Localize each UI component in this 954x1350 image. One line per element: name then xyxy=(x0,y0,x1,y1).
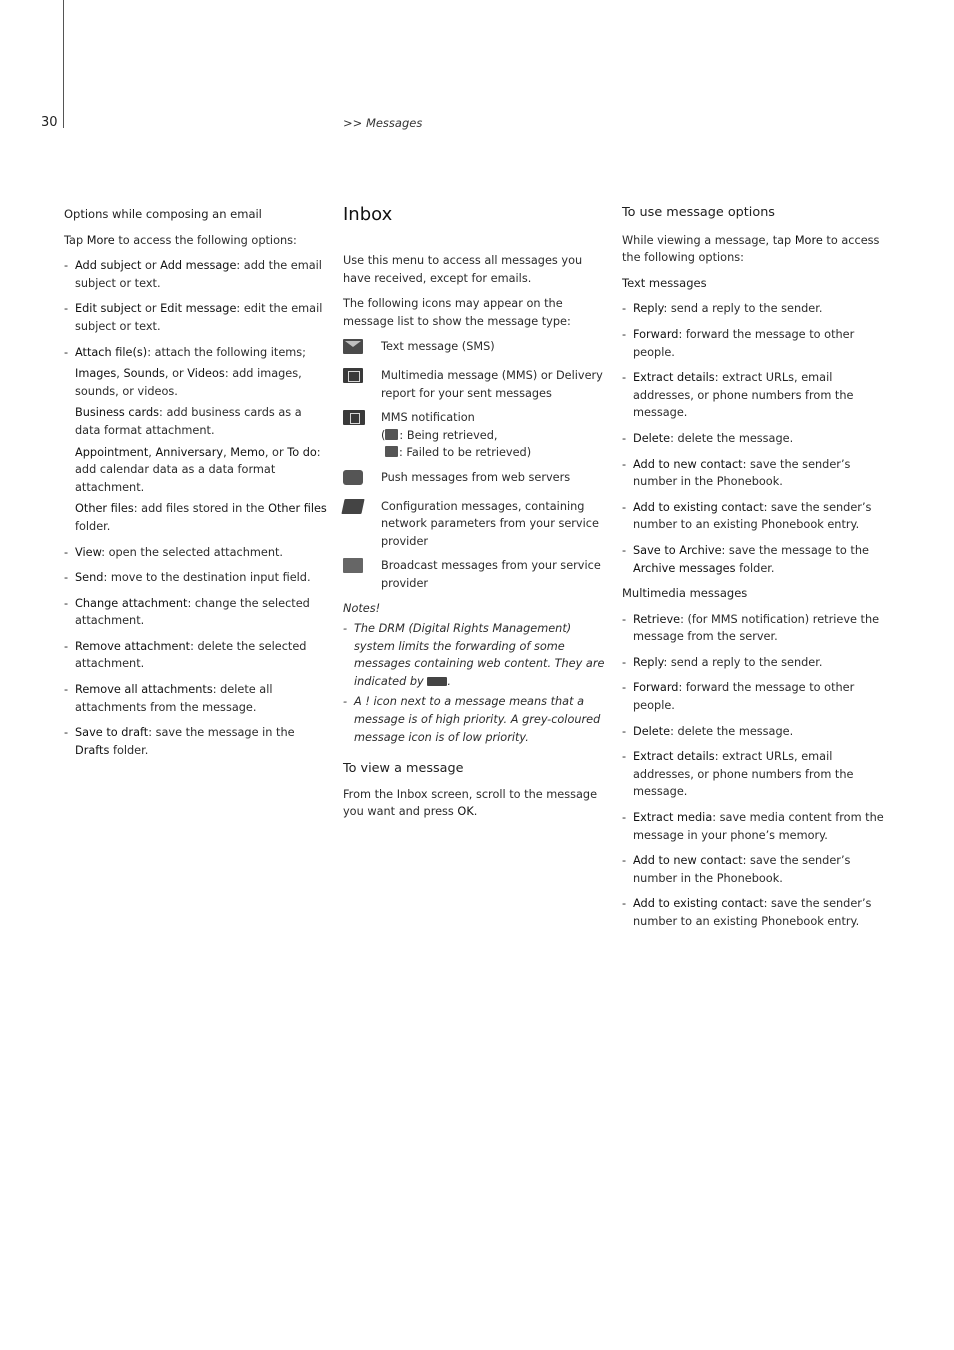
list-item: - Extract details: extract URLs, email addresses, or phone numbers from the message. xyxy=(622,748,892,801)
list-item: - The DRM (Digital Rights Management) system limits the forwarding of some messages containing web content. They are indicated by . xyxy=(343,620,611,690)
list-item: - Add to existing contact: save the sender’s number to an existing Phonebook entry. xyxy=(622,499,892,534)
list-item: - Edit subject or Edit message: edit the email subject or text. xyxy=(64,300,330,335)
attach-sub-item: Appointment, Anniversary, Memo, or To do: add calendar data as a data format attachment. xyxy=(75,445,321,494)
broadcast-message-icon xyxy=(343,558,363,573)
attach-sub-item: Business cards: add business cards as a data format attachment. xyxy=(75,406,302,437)
multimedia-messages-list xyxy=(622,611,892,931)
list-item: - Extract media: save media content from the message in your phone’s memory. xyxy=(622,809,892,844)
message-options-intro: While viewing a message, tap More to access the following options: xyxy=(622,233,880,265)
list-item: - View: open the selected attachment. xyxy=(64,544,330,562)
section-title-email-options: Options while composing an email xyxy=(64,207,262,221)
section-title-message-options: To use message options xyxy=(622,205,775,220)
retrieving-icon xyxy=(385,429,398,440)
icon-row-push: Push messages from web servers xyxy=(343,469,611,491)
list-item: - Delete: delete the message. xyxy=(622,430,892,448)
attach-sub-item: Other files: add files stored in the Other files folder. xyxy=(75,502,327,533)
push-message-icon xyxy=(343,470,363,485)
page-margin-rule xyxy=(63,0,64,128)
breadcrumb-prefix: >> xyxy=(343,116,366,130)
email-options-intro: Tap More to access the following options: xyxy=(64,233,297,247)
list-item: - Save to Archive: save the message to the Archive messages folder. xyxy=(622,542,892,577)
configuration-message-icon xyxy=(341,499,364,514)
list-item: - Reply: send a reply to the sender. xyxy=(622,654,892,672)
section-title-view-message: To view a message xyxy=(343,761,464,777)
list-item: - Attach file(s): attach the following items; Images, Sounds, or Videos: add images, sounds, or videos. Business cards: add business cards as a data format attachment. Appointment, Anniversary, Memo, or To do: add calendar data as a data format attachment. Other files: add files stored in the Other files folder. xyxy=(64,344,330,536)
column-email-options xyxy=(64,204,330,767)
retrieve-failed-icon xyxy=(385,446,398,457)
inbox-icons-intro: The following icons may appear on the message list to show the message type: xyxy=(343,297,571,328)
notes-title: Notes! xyxy=(343,601,381,615)
column-message-options xyxy=(622,204,892,939)
icon-row-config: Configuration messages, containing network parameters from your service provider xyxy=(343,498,611,551)
notes-list xyxy=(343,620,611,746)
list-item: - Add to new contact: save the sender’s number in the Phonebook. xyxy=(622,852,892,887)
page-title: Inbox xyxy=(343,204,393,225)
list-item: - Remove attachment: delete the selected attachment. xyxy=(64,638,330,673)
page-number: 30 xyxy=(41,115,58,130)
list-item: - Add subject or Add message: add the email subject or text. xyxy=(64,257,330,292)
list-item: - Retrieve: (for MMS notification) retrieve the message from the server. xyxy=(622,611,892,646)
list-item: - Delete: delete the message. xyxy=(622,723,892,741)
breadcrumb-section: Messages xyxy=(365,116,423,130)
list-item: - Remove all attachments: delete all attachments from the message. xyxy=(64,681,330,716)
breadcrumb xyxy=(343,115,422,133)
list-item: - Send: move to the destination input field. xyxy=(64,569,330,587)
email-options-list xyxy=(64,257,330,759)
text-messages-list xyxy=(622,300,892,577)
list-item: - Add to existing contact: save the sender’s number to an existing Phonebook entry. xyxy=(622,895,892,930)
list-item: - Forward: forward the message to other people. xyxy=(622,679,892,714)
multimedia-messages-title: Multimedia messages xyxy=(622,586,748,601)
list-item: - A ! icon next to a message means that a message is of high priority. A grey-coloured message icon is of low priority. xyxy=(343,693,611,746)
mms-icon xyxy=(343,368,363,383)
drm-icon xyxy=(427,677,447,686)
list-item: - Extract details: extract URLs, email addresses, or phone numbers from the message. xyxy=(622,369,892,422)
list-item: - Add to new contact: save the sender’s number in the Phonebook. xyxy=(622,456,892,491)
list-item: - Reply: send a reply to the sender. xyxy=(622,300,892,318)
view-message-text: From the Inbox screen, scroll to the message you want and press OK. xyxy=(343,787,598,819)
list-item: - Forward: forward the message to other people. xyxy=(622,326,892,361)
inbox-intro: Use this menu to access all messages you have received, except for emails. xyxy=(343,254,583,285)
mms-notification-icon xyxy=(343,410,365,425)
icon-row-mms: Multimedia message (MMS) or Delivery report for your sent messages xyxy=(343,367,611,402)
column-inbox xyxy=(343,204,611,829)
list-item: - Change attachment: change the selected attachment. xyxy=(64,595,330,630)
icon-row-mms-notification: MMS notification ( : Being retrieved, : Failed to be retrieved) xyxy=(343,409,611,462)
text-messages-title: Text messages xyxy=(622,275,707,290)
list-item: - Save to draft: save the message in the Drafts folder. xyxy=(64,724,330,759)
attach-sub-item: Images, Sounds, or Videos: add images, sounds, or videos. xyxy=(75,367,302,398)
icon-row-broadcast: Broadcast messages from your service provider xyxy=(343,557,611,592)
icon-row-sms: Text message (SMS) xyxy=(343,338,611,360)
envelope-icon xyxy=(343,339,363,354)
